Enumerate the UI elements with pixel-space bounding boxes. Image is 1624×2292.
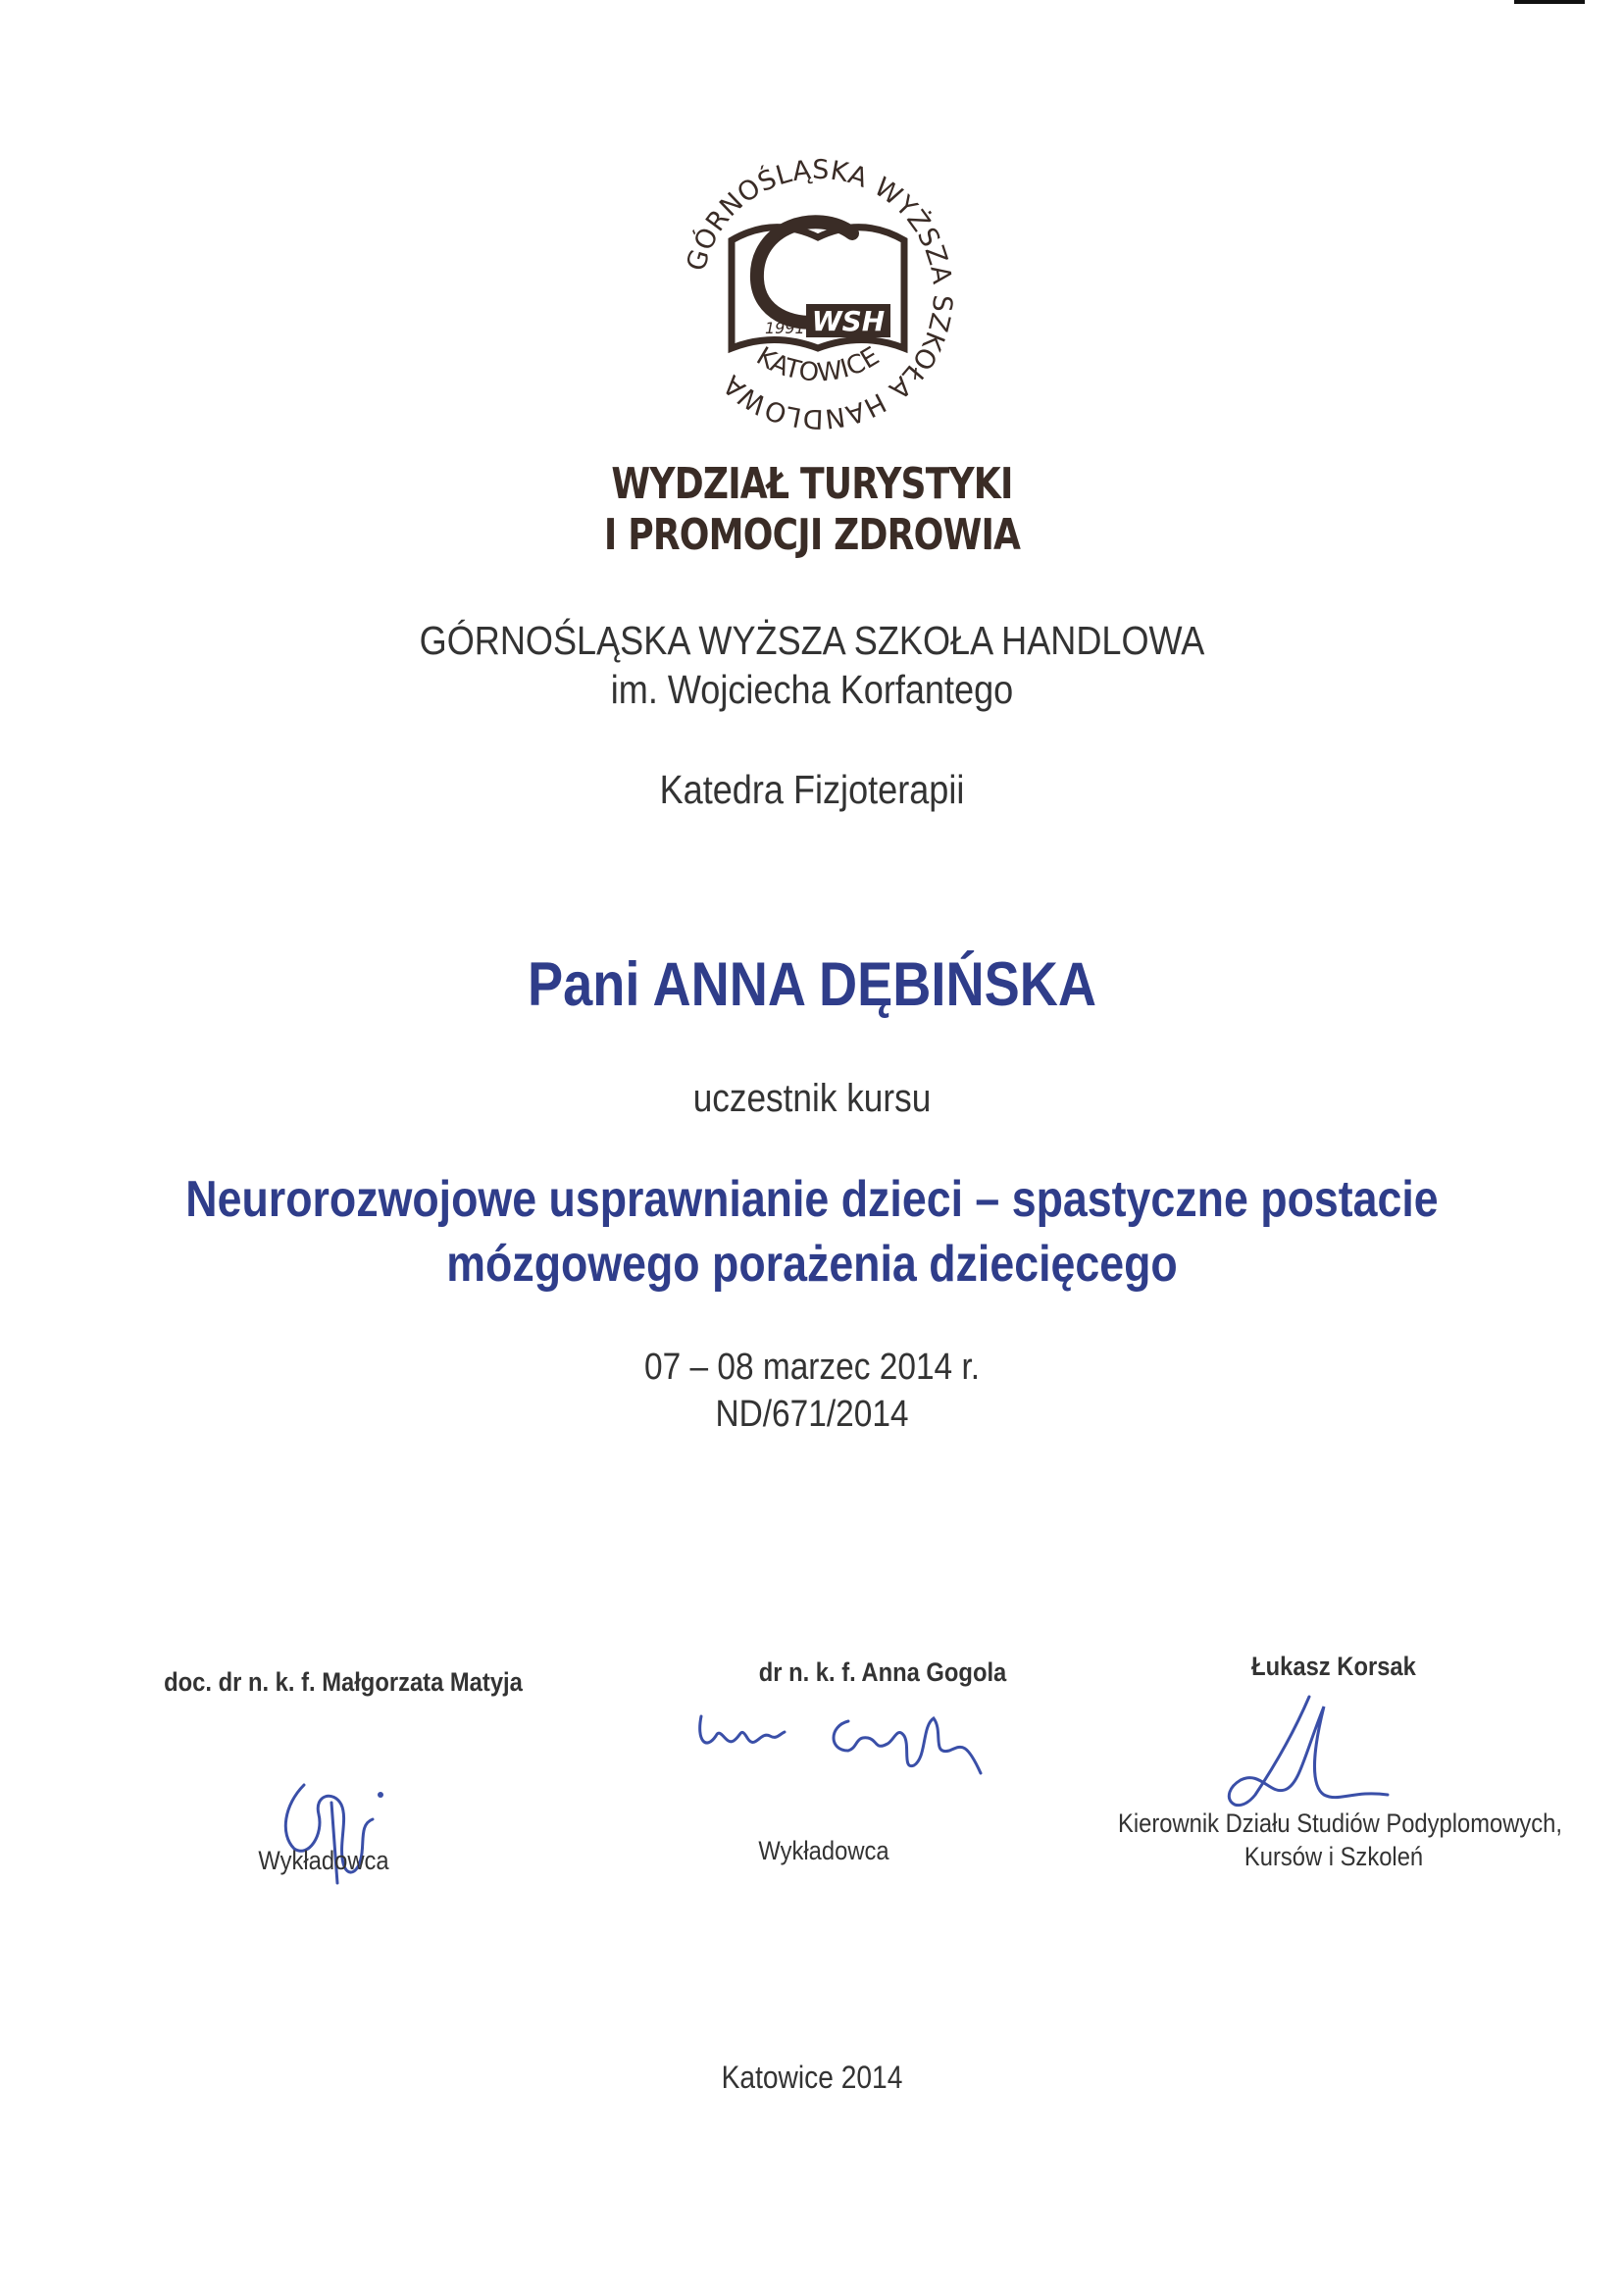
footer-place-year: Katowice 2014 <box>721 2060 903 2095</box>
signatory-1-name: doc. dr n. k. f. Małgorzata Matyja <box>164 1667 523 1697</box>
university-line-1: GÓRNOŚLĄSKA WYŻSZA SZKOŁA HANDLOWA <box>419 618 1205 663</box>
signatory-2-name: dr n. k. f. Anna Gogola <box>758 1657 1007 1687</box>
signatory-3-role-line-1: Kierownik Działu Studiów Podyplomowych, <box>1118 1808 1562 1838</box>
scan-corner-mark <box>1514 0 1585 4</box>
participant-label: uczestnik kursu <box>692 1077 932 1120</box>
faculty-line-2: I PROMOCJI ZDROWIA <box>603 510 1021 560</box>
recipient-name: Pani ANNA DĘBIŃSKA <box>528 950 1096 1019</box>
signatory-3-role-line-2: Kursów i Szkoleń <box>1243 1842 1424 1871</box>
signatory-3-name: Łukasz Korsak <box>1251 1652 1416 1681</box>
signatory-1-role: Wykładowca <box>258 1846 389 1875</box>
course-title-line-1: Neurorozwojowe usprawnianie dzieci – spastyczne postacie <box>185 1171 1439 1228</box>
logo-ring-text: GÓRNOŚLĄSKA WYŻSZA SZKOŁA HANDLOWA <box>681 154 958 434</box>
faculty-line-1: WYDZIAŁ TURYSTYKI <box>611 459 1013 509</box>
course-title-line-2: mózgowego porażenia dziecięcego <box>446 1236 1178 1293</box>
signature-3-handwriting-icon <box>1216 1687 1393 1824</box>
certificate-number: ND/671/2014 <box>715 1394 909 1435</box>
department-name: Katedra Fizjoterapii <box>659 767 965 812</box>
university-logo <box>671 147 965 441</box>
university-name <box>97 616 1526 714</box>
signatory-2-role: Wykładowca <box>758 1836 889 1865</box>
university-line-2: im. Wojciecha Korfantego <box>610 667 1014 712</box>
signatory-3-role <box>1118 1807 1562 1873</box>
course-period: 07 – 08 marzec 2014 r. <box>643 1347 981 1388</box>
faculty-title <box>146 459 1478 561</box>
course-dates <box>97 1344 1526 1438</box>
logo-year: 1991 <box>765 319 805 337</box>
course-title <box>114 1167 1510 1297</box>
logo-seal-icon <box>671 147 965 441</box>
signature-2-handwriting-icon <box>686 1697 1000 1785</box>
logo-city-text: KATOWICE <box>750 341 886 388</box>
svg-text:GÓRNOŚLĄSKA WYŻSZA SZKOŁA HAND <box>682 155 958 434</box>
logo-abbr: WSH <box>811 305 886 337</box>
